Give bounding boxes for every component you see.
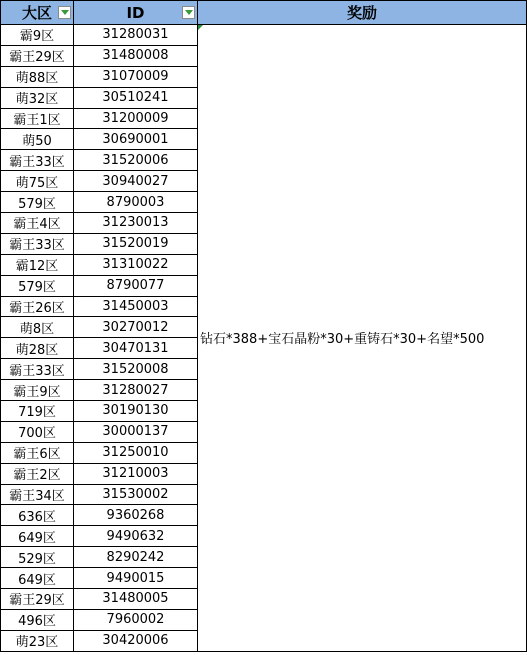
region-cell[interactable]: 萌23区 [1, 630, 74, 651]
id-cell[interactable]: 31280031 [74, 25, 198, 46]
region-cell[interactable]: 霸王9区 [1, 380, 74, 401]
id-cell[interactable]: 31530002 [74, 484, 198, 505]
region-cell[interactable]: 萌8区 [1, 317, 74, 338]
region-cell[interactable]: 霸王1区 [1, 108, 74, 129]
id-cell[interactable]: 9490015 [74, 568, 198, 589]
id-cell[interactable]: 7960002 [74, 609, 198, 630]
id-cell[interactable]: 8790077 [74, 275, 198, 296]
region-cell[interactable]: 霸王29区 [1, 45, 74, 66]
id-cell[interactable]: 30270012 [74, 317, 198, 338]
id-cell[interactable]: 30190130 [74, 401, 198, 422]
region-cell[interactable]: 700区 [1, 421, 74, 442]
id-cell[interactable]: 31520008 [74, 359, 198, 380]
id-cell[interactable]: 31450003 [74, 296, 198, 317]
region-cell[interactable]: 496区 [1, 609, 74, 630]
header-reward[interactable] [198, 1, 527, 25]
id-cell[interactable]: 31310022 [74, 254, 198, 275]
region-cell[interactable]: 霸12区 [1, 254, 74, 275]
id-cell[interactable]: 9360268 [74, 505, 198, 526]
region-cell[interactable]: 霸王34区 [1, 484, 74, 505]
region-cell[interactable]: 霸王6区 [1, 442, 74, 463]
header-region-label: 大区 [21, 4, 52, 22]
region-cell[interactable]: 萌32区 [1, 87, 74, 108]
filter-dropdown-icon[interactable] [182, 6, 195, 19]
id-cell[interactable]: 31210003 [74, 463, 198, 484]
id-cell[interactable]: 31200009 [74, 108, 198, 129]
id-cell[interactable]: 8790003 [74, 192, 198, 213]
comment-indicator-icon [198, 25, 203, 30]
id-cell[interactable]: 31480008 [74, 45, 198, 66]
region-cell[interactable]: 萌75区 [1, 171, 74, 192]
header-row [1, 1, 527, 25]
region-cell[interactable]: 霸王4区 [1, 213, 74, 234]
id-cell[interactable]: 31480005 [74, 589, 198, 610]
region-cell[interactable]: 霸王2区 [1, 463, 74, 484]
id-cell[interactable]: 31070009 [74, 66, 198, 87]
reward-cell[interactable] [198, 25, 527, 652]
table-row [1, 25, 527, 46]
header-reward-label: 奖励 [346, 4, 377, 22]
id-cell[interactable]: 31280027 [74, 380, 198, 401]
id-cell[interactable]: 30420006 [74, 630, 198, 651]
region-cell[interactable]: 萌28区 [1, 338, 74, 359]
id-cell[interactable]: 30000137 [74, 421, 198, 442]
id-cell[interactable]: 30940027 [74, 171, 198, 192]
region-cell[interactable]: 579区 [1, 192, 74, 213]
id-cell[interactable]: 30510241 [74, 87, 198, 108]
header-id[interactable] [74, 1, 198, 25]
region-cell[interactable]: 霸王29区 [1, 589, 74, 610]
id-cell[interactable]: 31520006 [74, 150, 198, 171]
region-cell[interactable]: 霸王33区 [1, 150, 74, 171]
id-cell[interactable]: 8290242 [74, 547, 198, 568]
region-cell[interactable]: 霸王33区 [1, 233, 74, 254]
region-cell[interactable]: 霸9区 [1, 25, 74, 46]
region-cell[interactable]: 649区 [1, 526, 74, 547]
filter-dropdown-icon[interactable] [58, 6, 71, 19]
id-cell[interactable]: 9490632 [74, 526, 198, 547]
id-cell[interactable]: 31230013 [74, 213, 198, 234]
id-cell[interactable]: 31520019 [74, 233, 198, 254]
region-cell[interactable]: 579区 [1, 275, 74, 296]
region-cell[interactable]: 529区 [1, 547, 74, 568]
region-cell[interactable]: 719区 [1, 401, 74, 422]
region-cell[interactable]: 霸王26区 [1, 296, 74, 317]
id-cell[interactable]: 31250010 [74, 442, 198, 463]
reward-text: 钻石*388+宝石晶粉*30+重铸石*30+名望*500 [200, 332, 485, 348]
region-cell[interactable]: 萌50 [1, 129, 74, 150]
header-id-label: ID [126, 3, 145, 22]
region-cell[interactable]: 萌88区 [1, 66, 74, 87]
id-cell[interactable]: 30690001 [74, 129, 198, 150]
header-region[interactable] [1, 1, 74, 25]
region-cell[interactable]: 霸王33区 [1, 359, 74, 380]
id-cell[interactable]: 30470131 [74, 338, 198, 359]
table-body [1, 25, 527, 652]
region-cell[interactable]: 636区 [1, 505, 74, 526]
region-cell[interactable]: 649区 [1, 568, 74, 589]
